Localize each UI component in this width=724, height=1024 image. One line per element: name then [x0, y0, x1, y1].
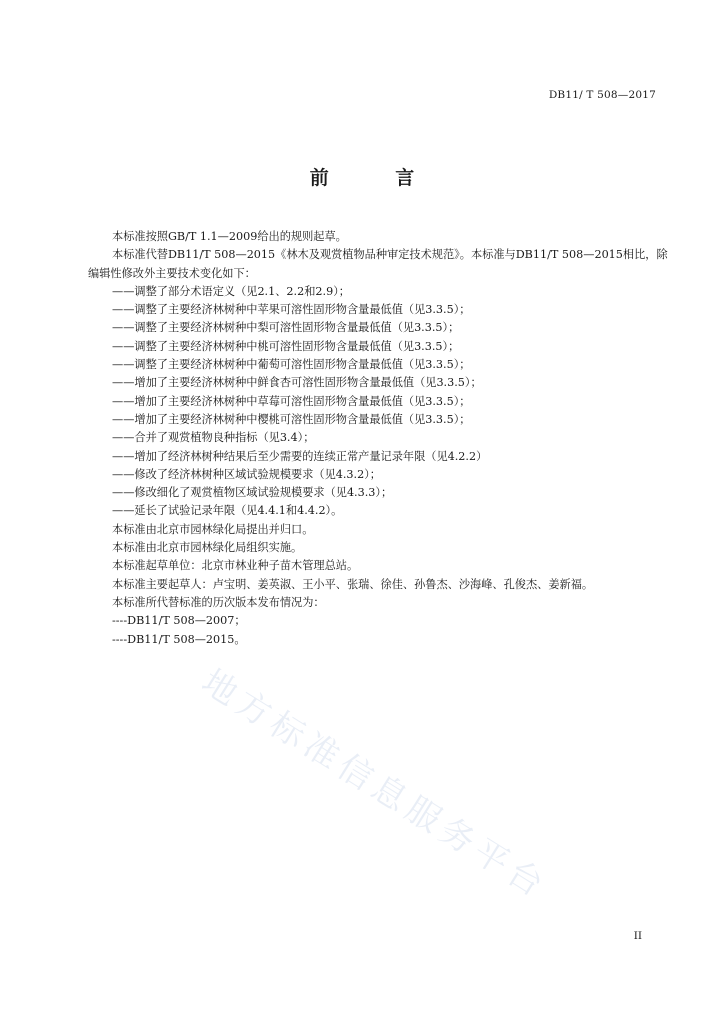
paragraph-drafters: 本标准主要起草人：卢宝明、姜英淑、王小平、张瑞、徐佳、孙鲁杰、沙海峰、孔俊杰、姜新福。 — [112, 577, 594, 591]
document-code: DB11/ T 508—2017 — [548, 89, 656, 101]
paragraph-history-intro: 本标准所代替标准的历次版本发布情况为： — [112, 595, 325, 609]
foreword-body — [88, 228, 668, 649]
list-item: ——修改了经济林树种区域试验规模要求（见4.3.2）； — [112, 467, 381, 481]
list-item: ——增加了经济林树种结果后至少需要的连续正常产量记录年限（见4.2.2） — [112, 449, 488, 463]
list-item: ——调整了主要经济林树种中苹果可溶性固形物含量最低值（见3.3.5）； — [112, 303, 471, 317]
list-item: ——调整了主要经济林树种中葡萄可溶性固形物含量最低值（见3.3.5）； — [112, 358, 471, 372]
list-item: ——调整了主要经济林树种中桃可溶性固形物含量最低值（见3.3.5）； — [112, 339, 460, 353]
paragraph-implementer: 本标准由北京市园林绿化局组织实施。 — [112, 541, 303, 555]
watermark-text: 地方标准信息服务平台 — [194, 661, 555, 908]
list-item: ----DB11/T 508—2015。 — [112, 632, 246, 646]
list-item: ----DB11/T 508—2007； — [112, 614, 246, 628]
list-item: ——增加了主要经济林树种中鲜食杏可溶性固形物含量最低值（见3.3.5）； — [112, 376, 482, 390]
list-item: ——增加了主要经济林树种中草莓可溶性固形物含量最低值（见3.3.5）； — [112, 394, 471, 408]
list-item: ——调整了部分术语定义（见2.1、2.2和2.9）； — [112, 284, 350, 298]
paragraph-replacement: 本标准代替DB11/T 508—2015《林木及观赏植物品种审定技术规范》。本标准与DB11/T 508—2015相比，除编辑性修改外主要技术变化如下： — [88, 248, 668, 280]
list-item: ——调整了主要经济林树种中梨可溶性固形物含量最低值（见3.3.5）； — [112, 321, 460, 335]
page-title: 前 言 — [309, 167, 445, 189]
list-item: ——增加了主要经济林树种中樱桃可溶性固形物含量最低值（见3.3.5）； — [112, 412, 471, 426]
history-list — [88, 612, 668, 649]
paragraph-drafting-unit: 本标准起草单位：北京市林业种子苗木管理总站。 — [112, 559, 359, 573]
page-number: II — [633, 930, 642, 942]
list-item: ——合并了观赏植物良种指标（见3.4）； — [112, 431, 315, 445]
paragraph-drafting-rule: 本标准按照GB/T 1.1—2009给出的规则起草。 — [112, 230, 347, 243]
list-item: ——延长了试验记录年限（见4.4.1和4.4.2）。 — [112, 504, 343, 518]
changes-list — [88, 283, 668, 521]
paragraph-proposer: 本标准由北京市园林绿化局提出并归口。 — [112, 522, 314, 536]
list-item: ——修改细化了观赏植物区域试验规模要求（见4.3.3）； — [112, 486, 393, 500]
